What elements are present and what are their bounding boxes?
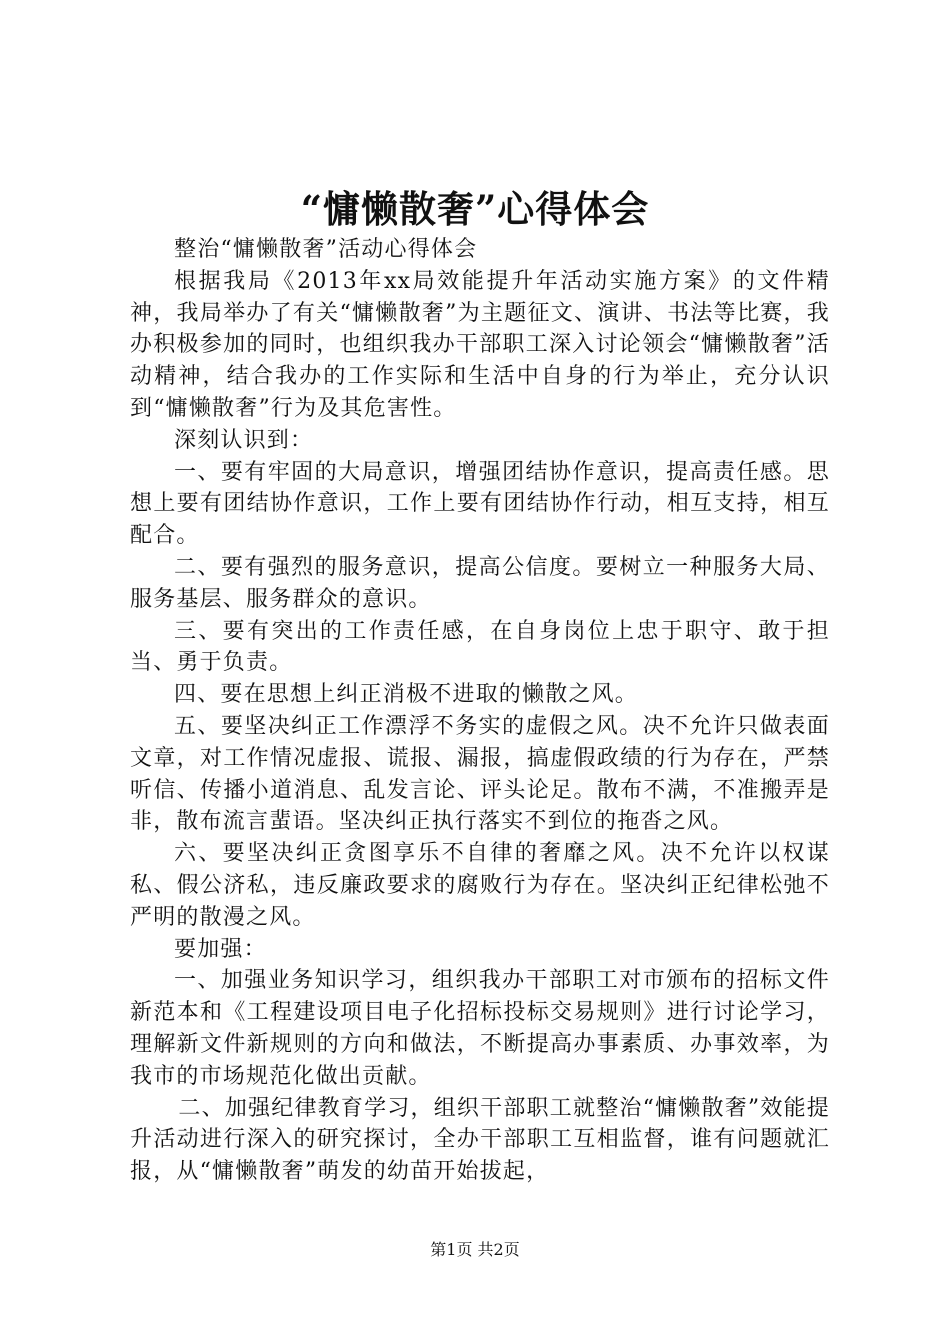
awareness-item-3: 三、要有突出的工作责任感，在自身岗位上忠于职守、敢于担当、勇于负责。 bbox=[130, 618, 830, 676]
intro-paragraph: 根据我局《2013年xx局效能提升年活动实施方案》的文件精神，我局举办了有关“慵懒散奢”为主题征文、演讲、书法等比赛，我办积极参加的同时，也组织我办干部职工深入讨论领会“慵懒散奢”活动精神，结合我办的工作实际和生活中自身的行为举止，充分认识到“慵懒散奢”行为及其危害性。 bbox=[130, 268, 830, 421]
document-body bbox=[130, 234, 830, 1188]
awareness-item-2: 二、要有强烈的服务意识，提高公信度。要树立一种服务大局、服务基层、服务群众的意识。 bbox=[130, 554, 830, 612]
awareness-item-4: 四、要在思想上纠正消极不进取的懒散之风。 bbox=[174, 682, 639, 708]
section-heading-strengthen: 要加强： bbox=[174, 936, 267, 962]
awareness-item-5: 五、要坚决纠正工作漂浮不务实的虚假之风。决不允许只做表面文章，对工作情况虚报、谎报、漏报，搞虚假政绩的行为存在，严禁听信、传播小道消息、乱发言论、评头论足。散布不满，不准搬弄是非，散布流言蜚语。坚决纠正执行落实不到位的拖沓之风。 bbox=[130, 713, 830, 835]
awareness-item-1: 一、要有牢固的大局意识，增强团结协作意识，提高责任感。思想上要有团结协作意识，工作上要有团结协作行动，相互支持，相互配合。 bbox=[130, 459, 830, 549]
page-footer: 第1页 共2页 bbox=[430, 1240, 520, 1259]
strengthen-item-1: 一、加强业务知识学习，组织我办干部职工对市颁布的招标文件新范本和《工程建设项目电子化招标投标交易规则》进行讨论学习，理解新文件新规则的方向和做法，不断提高办事素质、办事效率，为我市的市场规范化做出贡献。 bbox=[130, 968, 830, 1089]
page-title: “慵懒散奢”心得体会 bbox=[300, 187, 650, 231]
section-heading-awareness: 深刻认识到： bbox=[174, 427, 314, 453]
strengthen-item-2: 二、加强纪律教育学习，组织干部职工就整治“慵懒散奢”效能提升活动进行深入的研究探讨，全办干部职工互相监督，谁有问题就汇报，从“慵懒散奢”萌发的幼苗开始拔起， bbox=[130, 1095, 830, 1185]
awareness-item-6: 六、要坚决纠正贪图享乐不自律的奢靡之风。决不允许以权谋私、假公济私，违反廉政要求的腐败行为存在。坚决纠正纪律松弛不严明的散漫之风。 bbox=[130, 841, 830, 930]
subtitle-paragraph: 整治“慵懒散奢”活动心得体会 bbox=[174, 237, 478, 262]
